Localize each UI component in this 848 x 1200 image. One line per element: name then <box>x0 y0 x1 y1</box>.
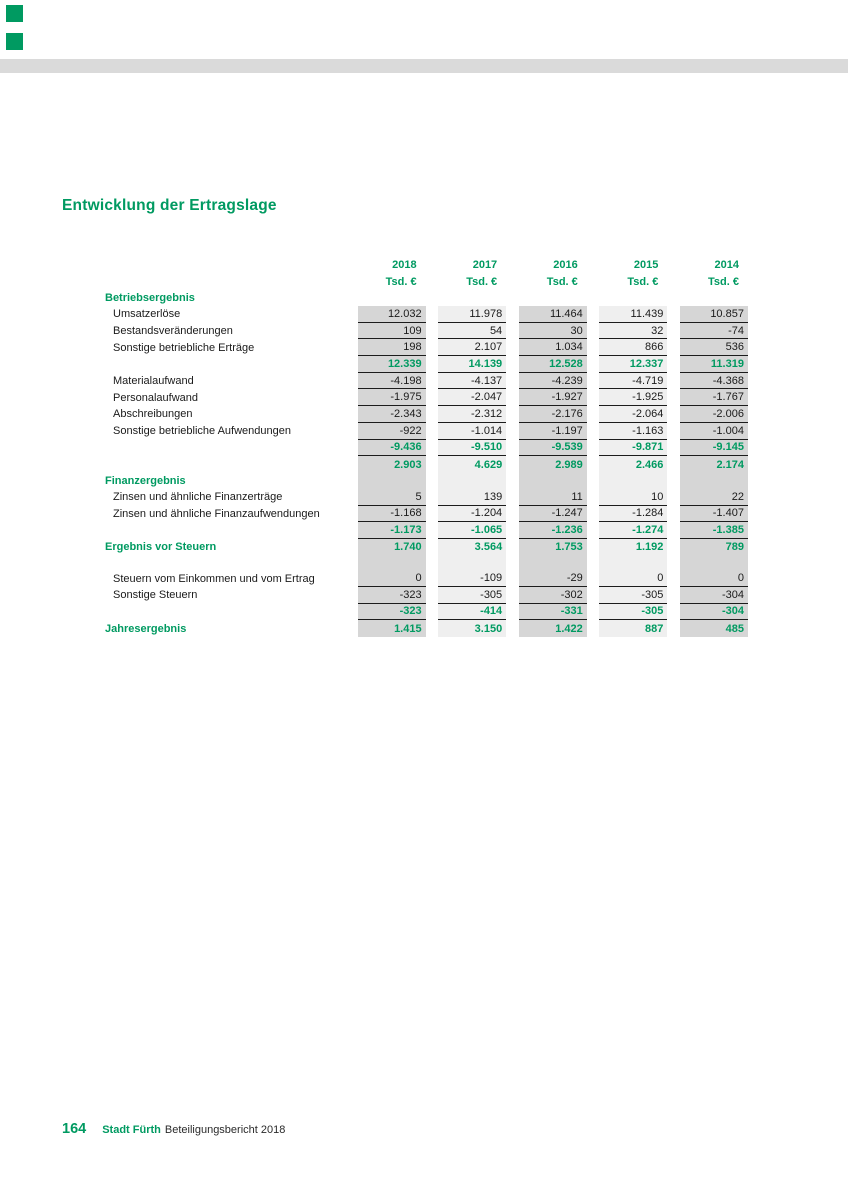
value-cell <box>680 290 748 306</box>
value-cell: -1.204 <box>438 506 506 523</box>
value-cell: -1.247 <box>519 506 587 523</box>
value-cell: 1.753 <box>519 539 587 556</box>
row-label: Betriebsergebnis <box>105 292 195 304</box>
value-cell: 1.415 <box>358 620 426 637</box>
value-cell: 198 <box>358 339 426 356</box>
value-cell: 10 <box>599 489 667 506</box>
value-cell: 1.422 <box>519 620 587 637</box>
header-divider-bar <box>0 59 848 73</box>
table-row <box>105 473 750 489</box>
value-cell <box>358 290 426 306</box>
value-cell <box>599 473 667 489</box>
value-cell: 2.466 <box>599 456 667 473</box>
column-header-unit: Tsd. € <box>385 275 417 288</box>
value-cell <box>680 473 748 489</box>
row-label <box>105 440 345 457</box>
value-cell: -1.065 <box>438 522 506 539</box>
value-cell: -1.385 <box>680 522 748 539</box>
value-cell: -305 <box>599 604 667 621</box>
value-cell: 12.032 <box>358 306 426 323</box>
table-row <box>105 323 750 340</box>
value-cell: -9.539 <box>519 440 587 457</box>
value-cell: -1.236 <box>519 522 587 539</box>
row-label: Finanzergebnis <box>105 474 186 487</box>
value-cell: 1.034 <box>519 339 587 356</box>
value-cell: -1.284 <box>599 506 667 523</box>
value-cell: 10.857 <box>680 306 748 323</box>
value-cell: 2.107 <box>438 339 506 356</box>
value-cell: -922 <box>358 423 426 440</box>
value-cell: 11.978 <box>438 306 506 323</box>
page-number: 164 <box>62 1121 87 1137</box>
earnings-table <box>105 256 750 637</box>
value-cell: 12.528 <box>519 356 587 373</box>
column-header-year: 2015 <box>633 258 659 271</box>
value-cell: 11 <box>519 489 587 506</box>
value-cell: -74 <box>680 323 748 340</box>
page-footer <box>62 1121 285 1137</box>
value-cell <box>519 290 587 306</box>
table-row <box>105 556 750 571</box>
table-row <box>105 290 750 306</box>
row-label <box>105 456 345 473</box>
row-label <box>105 273 345 290</box>
row-label: Umsatzerlöse <box>113 308 181 321</box>
row-label: Sonstige betriebliche Erträge <box>113 341 255 354</box>
row-label: Zinsen und ähnliche Finanzaufwendungen <box>113 507 320 520</box>
row-label: Ergebnis vor Steuern <box>105 541 217 554</box>
value-cell: -1.163 <box>599 423 667 440</box>
value-cell: 2.903 <box>358 456 426 473</box>
table-row <box>105 570 750 587</box>
table-row <box>105 539 750 556</box>
value-cell: 32 <box>599 323 667 340</box>
row-label: Personalaufwand <box>113 391 199 404</box>
table-row <box>105 406 750 423</box>
value-cell: -109 <box>438 570 506 587</box>
table-row <box>105 273 750 290</box>
value-cell: 789 <box>680 539 748 556</box>
row-label: Materialaufwand <box>113 375 194 388</box>
row-label <box>105 522 345 539</box>
value-cell <box>438 473 506 489</box>
column-header-unit: Tsd. € <box>707 275 739 288</box>
value-cell: 536 <box>680 339 748 356</box>
value-cell: 11.464 <box>519 306 587 323</box>
value-cell: -1.014 <box>438 423 506 440</box>
value-cell: 11.319 <box>680 356 748 373</box>
value-cell <box>358 473 426 489</box>
value-cell: 0 <box>599 570 667 587</box>
value-cell: -1.274 <box>599 522 667 539</box>
table-row <box>105 356 750 373</box>
value-cell: -9.436 <box>358 440 426 457</box>
column-header-year: 2014 <box>714 258 739 271</box>
value-cell: -304 <box>680 587 748 604</box>
table-row <box>105 373 750 390</box>
value-cell: 485 <box>680 620 748 637</box>
value-cell: 22 <box>680 489 748 506</box>
table-row <box>105 440 750 457</box>
row-label <box>105 256 345 273</box>
value-cell: -1.197 <box>519 423 587 440</box>
value-cell: 3.150 <box>438 620 506 637</box>
value-cell: 11.439 <box>599 306 667 323</box>
value-cell: 2.989 <box>519 456 587 473</box>
value-cell: 5 <box>358 489 426 506</box>
table-row <box>105 506 750 523</box>
value-cell: -305 <box>438 587 506 604</box>
value-cell: -4.368 <box>680 373 748 390</box>
table-row <box>105 587 750 604</box>
row-label: Zinsen und ähnliche Finanzerträge <box>113 491 283 504</box>
column-header-year: 2017 <box>472 258 498 271</box>
value-cell: -305 <box>599 587 667 604</box>
value-cell <box>358 556 426 571</box>
value-cell: 139 <box>438 489 506 506</box>
value-cell: -2.343 <box>358 406 426 423</box>
value-cell: 12.337 <box>599 356 667 373</box>
value-cell: 866 <box>599 339 667 356</box>
value-cell: -414 <box>438 604 506 621</box>
row-label: Sonstige Steuern <box>113 589 198 602</box>
column-header-unit: Tsd. € <box>546 275 578 288</box>
value-cell: -1.925 <box>599 389 667 406</box>
column-header-year: 2018 <box>392 258 417 271</box>
table-row <box>105 620 750 637</box>
value-cell: -4.198 <box>358 373 426 390</box>
value-cell: 1.740 <box>358 539 426 556</box>
value-cell: -2.064 <box>599 406 667 423</box>
column-header-unit: Tsd. € <box>466 275 498 288</box>
value-cell: -304 <box>680 604 748 621</box>
value-cell: -323 <box>358 604 426 621</box>
value-cell: 4.629 <box>438 456 506 473</box>
column-header-year: 2016 <box>553 258 578 271</box>
value-cell: -9.510 <box>438 440 506 457</box>
table-row <box>105 522 750 539</box>
value-cell <box>438 556 506 571</box>
value-cell: -1.173 <box>358 522 426 539</box>
row-label: Sonstige betriebliche Aufwendungen <box>113 425 291 438</box>
value-cell <box>519 473 587 489</box>
table-row <box>105 456 750 473</box>
value-cell: 0 <box>680 570 748 587</box>
footer-brand: Stadt Fürth <box>102 1124 161 1136</box>
table-row <box>105 339 750 356</box>
value-cell: 109 <box>358 323 426 340</box>
table-row <box>105 389 750 406</box>
value-cell: 0 <box>358 570 426 587</box>
value-cell: 887 <box>599 620 667 637</box>
page-title: Entwicklung der Ertragslage <box>62 197 277 214</box>
value-cell: -2.312 <box>438 406 506 423</box>
green-square-decoration-bottom <box>6 33 23 50</box>
table-row <box>105 489 750 506</box>
value-cell <box>519 556 587 571</box>
value-cell: -9.145 <box>680 440 748 457</box>
value-cell: -1.767 <box>680 389 748 406</box>
row-label: Bestandsveränderungen <box>113 325 233 338</box>
value-cell: -1.004 <box>680 423 748 440</box>
column-header-unit: Tsd. € <box>627 275 659 288</box>
value-cell <box>599 556 667 571</box>
value-cell: -2.176 <box>519 406 587 423</box>
value-cell: -4.137 <box>438 373 506 390</box>
row-label <box>105 356 345 373</box>
value-cell <box>438 290 506 306</box>
value-cell: -2.006 <box>680 406 748 423</box>
value-cell: -2.047 <box>438 389 506 406</box>
value-cell: 54 <box>438 323 506 340</box>
value-cell: 3.564 <box>438 539 506 556</box>
value-cell: -1.168 <box>358 506 426 523</box>
row-label: Jahresergebnis <box>105 622 187 635</box>
value-cell: -29 <box>519 570 587 587</box>
value-cell: -302 <box>519 587 587 604</box>
footer-report-title: Beteiligungsbericht 2018 <box>164 1124 286 1136</box>
row-label: Abschreibungen <box>113 408 193 421</box>
row-label: Steuern vom Einkommen und vom Ertrag <box>113 572 315 585</box>
value-cell <box>680 556 748 571</box>
value-cell: -4.719 <box>599 373 667 390</box>
green-square-decoration-top <box>6 5 23 22</box>
value-cell: 14.139 <box>438 356 506 373</box>
value-cell: 12.339 <box>358 356 426 373</box>
value-cell <box>599 290 667 306</box>
value-cell: 2.174 <box>680 456 748 473</box>
value-cell: -9.871 <box>599 440 667 457</box>
value-cell: -323 <box>358 587 426 604</box>
row-label <box>105 604 345 621</box>
table-row <box>105 256 750 273</box>
value-cell: -1.407 <box>680 506 748 523</box>
value-cell: 1.192 <box>599 539 667 556</box>
table-row <box>105 423 750 440</box>
value-cell: -4.239 <box>519 373 587 390</box>
value-cell: -1.927 <box>519 389 587 406</box>
value-cell: -331 <box>519 604 587 621</box>
row-label <box>105 556 345 571</box>
table-row <box>105 306 750 323</box>
table-row <box>105 604 750 621</box>
value-cell: 30 <box>519 323 587 340</box>
value-cell: -1.975 <box>358 389 426 406</box>
